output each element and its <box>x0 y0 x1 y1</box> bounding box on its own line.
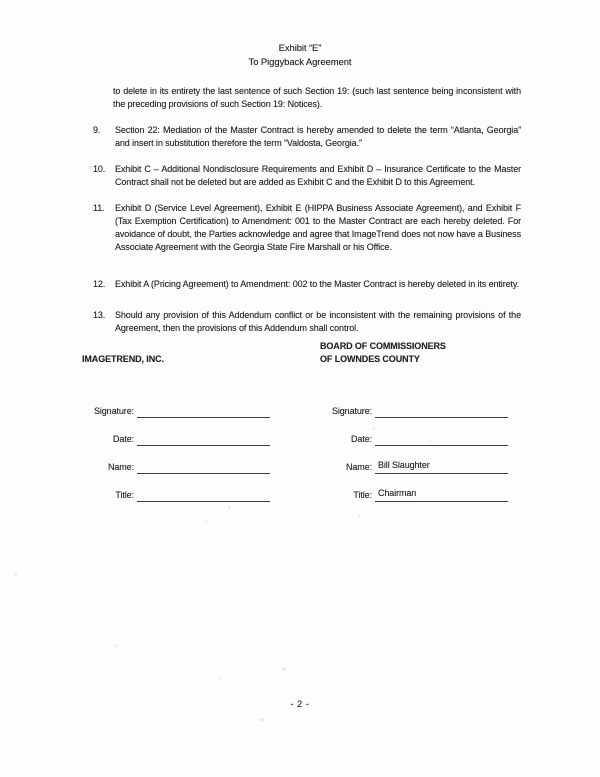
item-text: Exhibit C – Additional Nondisclosure Requirements and Exhibit D – Insurance Certificate to the Master Contract shall not be deleted but are added as Exhibit C and the Exhibit D to this Agreement. <box>115 164 521 187</box>
signature-fields-left <box>82 390 300 502</box>
signature-block-lowndes-county <box>320 340 542 502</box>
signature-line <box>137 405 270 418</box>
scan-speck <box>88 166 92 169</box>
scan-speck <box>205 520 207 522</box>
signature-label: Signature: <box>93 406 134 416</box>
title-line-1: Exhibit “E” <box>278 43 322 54</box>
date-label: Date: <box>112 434 134 444</box>
scan-speck <box>115 645 118 647</box>
item-text: Section 22: Mediation of the Master Contract is hereby amended to delete the term “Atlanta, Georgia” and insert in substitution therefore the term “Valdosta, Georgia.” <box>115 125 521 148</box>
scan-speck <box>282 668 286 671</box>
signature-label: Signature: <box>331 406 372 416</box>
scan-speck <box>260 718 264 721</box>
item-text: Should any provision of this Addendum conflict or be inconsistent with the remaining provisions of the Agreement, then the provisions of this Addendum shall control. <box>115 310 521 333</box>
item-number: 12. <box>93 279 106 289</box>
signature-row <box>82 390 300 418</box>
list-item-12 <box>85 278 521 291</box>
scan-speck <box>372 428 375 430</box>
list-item-10 <box>85 163 521 189</box>
intro-paragraph: to delete in its entirety the last sentence of such Section 19: (such last sentence being inconsistent with the preceding provisions of such Section 19: Notices). <box>113 86 521 109</box>
name-label: Name: <box>345 462 372 472</box>
signature-row <box>320 390 542 418</box>
title-row <box>320 474 542 502</box>
item-number: 9. <box>93 125 101 135</box>
item-text: Exhibit A (Pricing Agreement) to Amendment: 002 to the Master Contract is hereby deleted in its entirety. <box>115 279 520 289</box>
title-row <box>82 474 300 502</box>
item-number: 13. <box>93 310 106 320</box>
party-line-1: BOARD OF COMMISSIONERS <box>320 341 446 351</box>
item-number: 11. <box>93 203 105 213</box>
title-line <box>137 489 270 502</box>
list-item-13 <box>85 309 521 335</box>
name-label: Name: <box>107 462 134 472</box>
document-body <box>85 85 521 335</box>
date-row <box>82 418 300 446</box>
scan-speck <box>220 678 222 680</box>
name-row <box>82 446 300 474</box>
item-text: Exhibit D (Service Level Agreement), Exhibit E (HIPPA Business Associate Agreement), and Exhibit F (Tax Exemption Certification) to Amendment: 001 to the Master Contract are each hereby deleted. For avoidance of doubt, the Parties acknowledge and agree that ImageTrend does not now have a Business Associate Agreement with the Georgia State Fire Marshall or his Office. <box>115 203 521 252</box>
party-name-lowndes <box>320 340 542 366</box>
scan-speck <box>358 515 361 517</box>
title-label: Title: <box>115 490 134 500</box>
title-value-line: Chairman <box>375 487 508 502</box>
title-label: Title: <box>353 490 372 500</box>
scan-speck <box>228 506 231 509</box>
signature-section <box>82 340 600 502</box>
title-line-2: To Piggyback Agreement <box>248 57 352 68</box>
signature-block-imagetrend <box>82 340 300 502</box>
party-line-2: OF LOWNDES COUNTY <box>320 354 420 364</box>
signature-fields-right <box>320 390 542 502</box>
party-name-imagetrend: IMAGETREND, INC. <box>82 354 164 364</box>
name-line <box>137 461 270 474</box>
list-item-11 <box>85 202 521 254</box>
scan-speck <box>430 440 432 442</box>
date-label: Date: <box>350 434 372 444</box>
date-line <box>375 433 508 446</box>
date-line <box>137 433 270 446</box>
list-item-9 <box>85 124 521 150</box>
scan-speck <box>155 511 157 513</box>
page-number: - 2 - <box>290 699 310 709</box>
signature-line <box>375 405 508 418</box>
item-number: 10. <box>93 164 106 174</box>
scan-speck <box>14 573 17 576</box>
name-row <box>320 446 542 474</box>
name-value-line: Bill Slaughter <box>375 459 508 474</box>
document-title <box>0 0 600 70</box>
